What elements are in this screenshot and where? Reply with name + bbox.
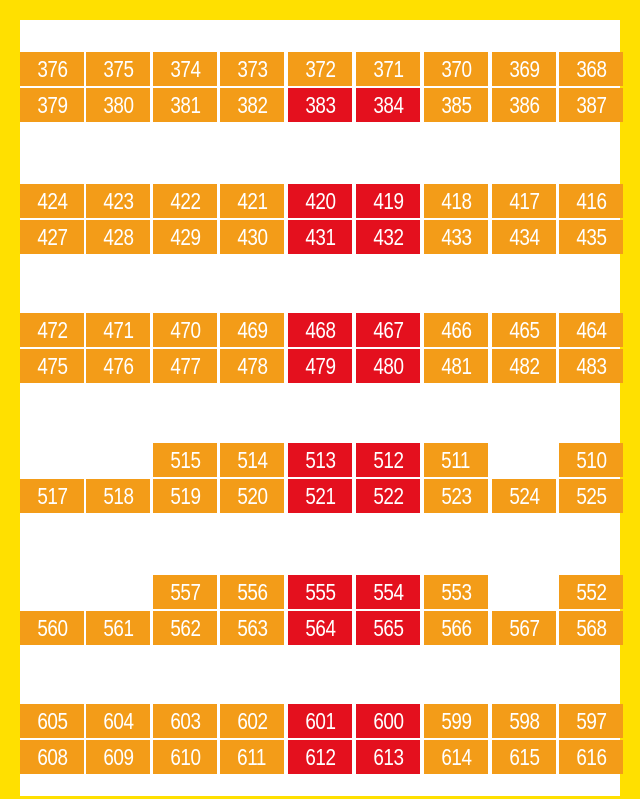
seat-416[interactable]: 416 [559, 184, 623, 218]
seat-373[interactable]: 373 [220, 52, 284, 86]
seat-432[interactable]: 432 [356, 220, 420, 254]
seat-568[interactable]: 568 [559, 611, 623, 645]
seat-430[interactable]: 430 [220, 220, 284, 254]
seat-524[interactable]: 524 [492, 479, 556, 513]
seat-563[interactable]: 563 [220, 611, 284, 645]
seat-556[interactable]: 556 [220, 575, 284, 609]
seat-513[interactable]: 513 [288, 443, 352, 477]
seat-424[interactable]: 424 [20, 184, 84, 218]
seat-372[interactable]: 372 [288, 52, 352, 86]
seat-615[interactable]: 615 [492, 740, 556, 774]
seat-381[interactable]: 381 [153, 88, 217, 122]
seat-476[interactable]: 476 [86, 349, 150, 383]
seat-434[interactable]: 434 [492, 220, 556, 254]
seat-371[interactable]: 371 [356, 52, 420, 86]
seat-369[interactable]: 369 [492, 52, 556, 86]
seat-386[interactable]: 386 [492, 88, 556, 122]
seat-598[interactable]: 598 [492, 704, 556, 738]
seat-604[interactable]: 604 [86, 704, 150, 738]
seat-374[interactable]: 374 [153, 52, 217, 86]
seat-419[interactable]: 419 [356, 184, 420, 218]
seat-383[interactable]: 383 [288, 88, 352, 122]
seat-611[interactable]: 611 [220, 740, 284, 774]
seat-522[interactable]: 522 [356, 479, 420, 513]
seat-379[interactable]: 379 [20, 88, 84, 122]
seat-519[interactable]: 519 [153, 479, 217, 513]
seat-387[interactable]: 387 [559, 88, 623, 122]
seat-609[interactable]: 609 [86, 740, 150, 774]
seat-469[interactable]: 469 [220, 313, 284, 347]
seat-603[interactable]: 603 [153, 704, 217, 738]
seat-417[interactable]: 417 [492, 184, 556, 218]
seat-483[interactable]: 483 [559, 349, 623, 383]
seat-512[interactable]: 512 [356, 443, 420, 477]
seat-435[interactable]: 435 [559, 220, 623, 254]
seat-566[interactable]: 566 [424, 611, 488, 645]
seat-520[interactable]: 520 [220, 479, 284, 513]
seat-597[interactable]: 597 [559, 704, 623, 738]
seat-525[interactable]: 525 [559, 479, 623, 513]
seat-382[interactable]: 382 [220, 88, 284, 122]
seat-557[interactable]: 557 [153, 575, 217, 609]
seat-466[interactable]: 466 [424, 313, 488, 347]
seat-471[interactable]: 471 [86, 313, 150, 347]
seat-562[interactable]: 562 [153, 611, 217, 645]
seat-608[interactable]: 608 [20, 740, 84, 774]
seat-479[interactable]: 479 [288, 349, 352, 383]
seat-553[interactable]: 553 [424, 575, 488, 609]
seat-385[interactable]: 385 [424, 88, 488, 122]
seat-477[interactable]: 477 [153, 349, 217, 383]
seat-384[interactable]: 384 [356, 88, 420, 122]
seat-465[interactable]: 465 [492, 313, 556, 347]
seat-427[interactable]: 427 [20, 220, 84, 254]
seat-421[interactable]: 421 [220, 184, 284, 218]
seat-480[interactable]: 480 [356, 349, 420, 383]
seat-514[interactable]: 514 [220, 443, 284, 477]
seat-518[interactable]: 518 [86, 479, 150, 513]
seat-481[interactable]: 481 [424, 349, 488, 383]
seat-564[interactable]: 564 [288, 611, 352, 645]
seat-605[interactable]: 605 [20, 704, 84, 738]
seat-567[interactable]: 567 [492, 611, 556, 645]
seat-515[interactable]: 515 [153, 443, 217, 477]
seat-431[interactable]: 431 [288, 220, 352, 254]
seat-523[interactable]: 523 [424, 479, 488, 513]
seat-482[interactable]: 482 [492, 349, 556, 383]
seat-554[interactable]: 554 [356, 575, 420, 609]
seat-599[interactable]: 599 [424, 704, 488, 738]
seat-612[interactable]: 612 [288, 740, 352, 774]
seat-610[interactable]: 610 [153, 740, 217, 774]
seat-561[interactable]: 561 [86, 611, 150, 645]
seat-418[interactable]: 418 [424, 184, 488, 218]
seat-478[interactable]: 478 [220, 349, 284, 383]
seat-521[interactable]: 521 [288, 479, 352, 513]
seat-510[interactable]: 510 [559, 443, 623, 477]
seat-376[interactable]: 376 [20, 52, 84, 86]
seat-616[interactable]: 616 [559, 740, 623, 774]
seat-475[interactable]: 475 [20, 349, 84, 383]
seat-614[interactable]: 614 [424, 740, 488, 774]
seat-555[interactable]: 555 [288, 575, 352, 609]
seat-552[interactable]: 552 [559, 575, 623, 609]
seat-433[interactable]: 433 [424, 220, 488, 254]
seat-422[interactable]: 422 [153, 184, 217, 218]
seat-420[interactable]: 420 [288, 184, 352, 218]
seat-368[interactable]: 368 [559, 52, 623, 86]
seat-428[interactable]: 428 [86, 220, 150, 254]
seat-602[interactable]: 602 [220, 704, 284, 738]
seat-380[interactable]: 380 [86, 88, 150, 122]
seat-423[interactable]: 423 [86, 184, 150, 218]
seat-613[interactable]: 613 [356, 740, 420, 774]
seat-464[interactable]: 464 [559, 313, 623, 347]
seat-565[interactable]: 565 [356, 611, 420, 645]
seat-370[interactable]: 370 [424, 52, 488, 86]
seat-600[interactable]: 600 [356, 704, 420, 738]
seat-560[interactable]: 560 [20, 611, 84, 645]
seat-511[interactable]: 511 [424, 443, 488, 477]
seat-375[interactable]: 375 [86, 52, 150, 86]
seat-472[interactable]: 472 [20, 313, 84, 347]
seat-517[interactable]: 517 [20, 479, 84, 513]
seat-601[interactable]: 601 [288, 704, 352, 738]
seat-467[interactable]: 467 [356, 313, 420, 347]
seat-429[interactable]: 429 [153, 220, 217, 254]
seat-470[interactable]: 470 [153, 313, 217, 347]
seat-468[interactable]: 468 [288, 313, 352, 347]
